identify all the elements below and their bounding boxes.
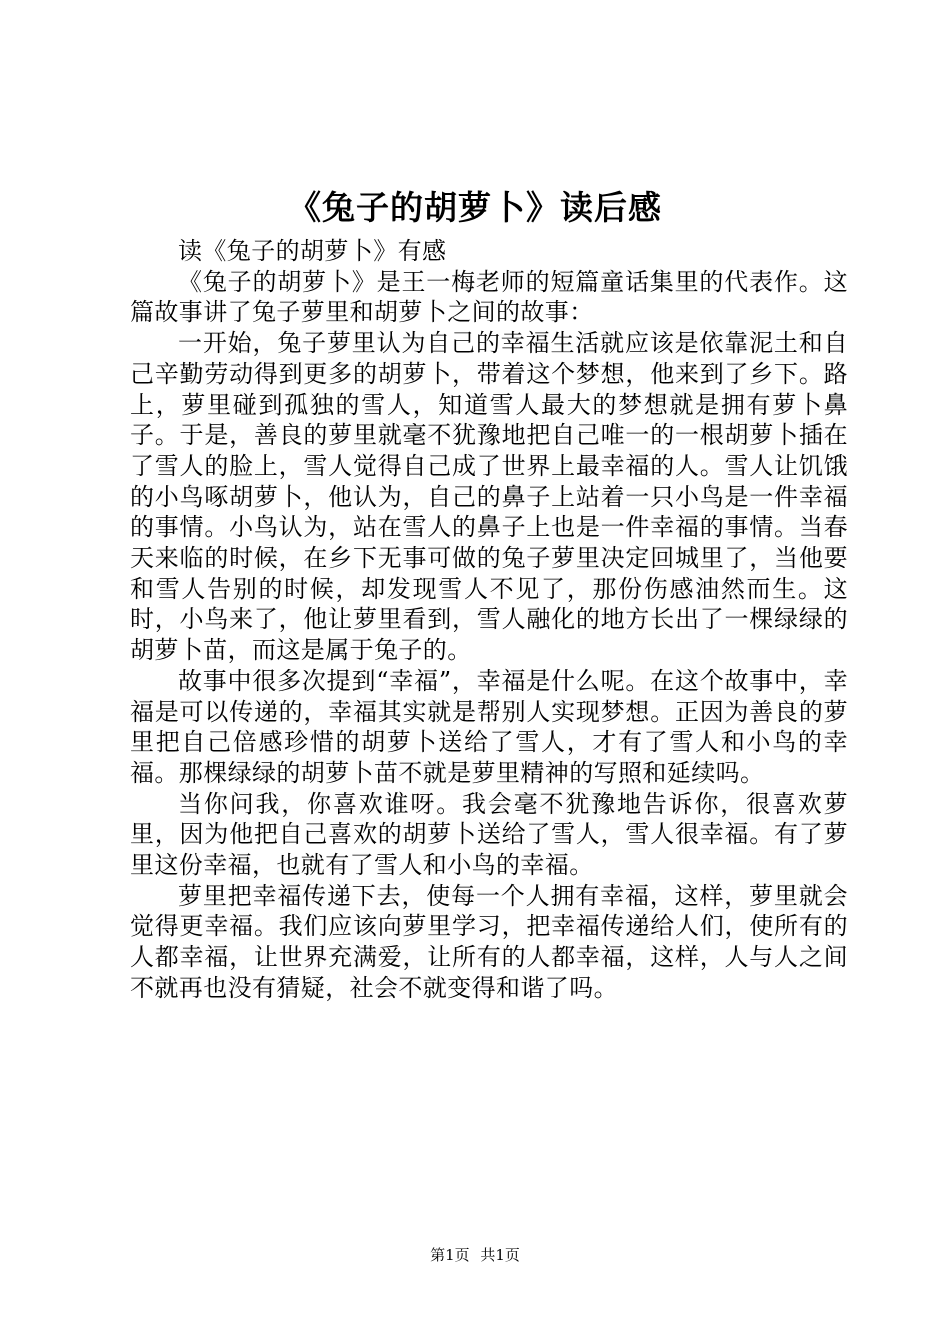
paragraph-subtitle: 读《兔子的胡萝卜》有感 — [178, 237, 447, 265]
page-number: 第1页 — [430, 1246, 470, 1264]
page-footer — [0, 1243, 950, 1267]
paragraph-intro: 《兔子的胡萝卜》是王一梅老师的短篇童话集里的代表作。这篇故事讲了兔子萝里和胡萝卜之间的故事： — [130, 267, 848, 327]
document-title: 《兔子的胡萝卜》读后感 — [288, 188, 662, 227]
page-total: 共1页 — [480, 1246, 520, 1264]
paragraph-story: 一开始，兔子萝里认为自己的幸福生活就应该是依靠泥土和自己辛勤劳动得到更多的胡萝卜，带着这个梦想，他来到了乡下。路上，萝里碰到孤独的雪人，知道雪人最大的梦想就是拥有萝卜鼻子。于是，善良的萝里就毫不犹豫地把自己唯一的一根胡萝卜插在了雪人的脸上，雪人觉得自己成了世界上最幸福的人。雪人让饥饿的小鸟啄胡萝卜，他认为，自己的鼻子上站着一只小鸟是一件幸福的事情。小鸟认为，站在雪人的鼻子上也是一件幸福的事情。当春天来临的时候，在乡下无事可做的兔子萝里决定回城里了，当他要和雪人告别的时候，却发现雪人不见了，那份伤感油然而生。这时，小鸟来了，他让萝里看到，雪人融化的地方长出了一棵绿绿的胡萝卜苗，而这是属于兔子的。 — [130, 329, 848, 665]
document-body — [130, 236, 848, 1004]
paragraph-conclusion: 萝里把幸福传递下去，使每一个人拥有幸福，这样，萝里就会觉得更幸福。我们应该向萝里学习，把幸福传递给人们，使所有的人都幸福，让世界充满爱，让所有的人都幸福，这样，人与人之间不就再也没有猜疑，社会不就变得和谐了吗。 — [130, 881, 848, 1002]
paragraph-favorite: 当你问我，你喜欢谁呀。我会毫不犹豫地告诉你，很喜欢萝里，因为他把自己喜欢的胡萝卜送给了雪人，雪人很幸福。有了萝里这份幸福，也就有了雪人和小鸟的幸福。 — [130, 789, 848, 880]
paragraph-happiness: 故事中很多次提到“幸福”，幸福是什么呢。在这个故事中，幸福是可以传递的，幸福其实就是帮别人实现梦想。正因为善良的萝里把自己倍感珍惜的胡萝卜送给了雪人，才有了雪人和小鸟的幸福。那棵绿绿的胡萝卜苗不就是萝里精神的写照和延续吗。 — [130, 666, 848, 787]
